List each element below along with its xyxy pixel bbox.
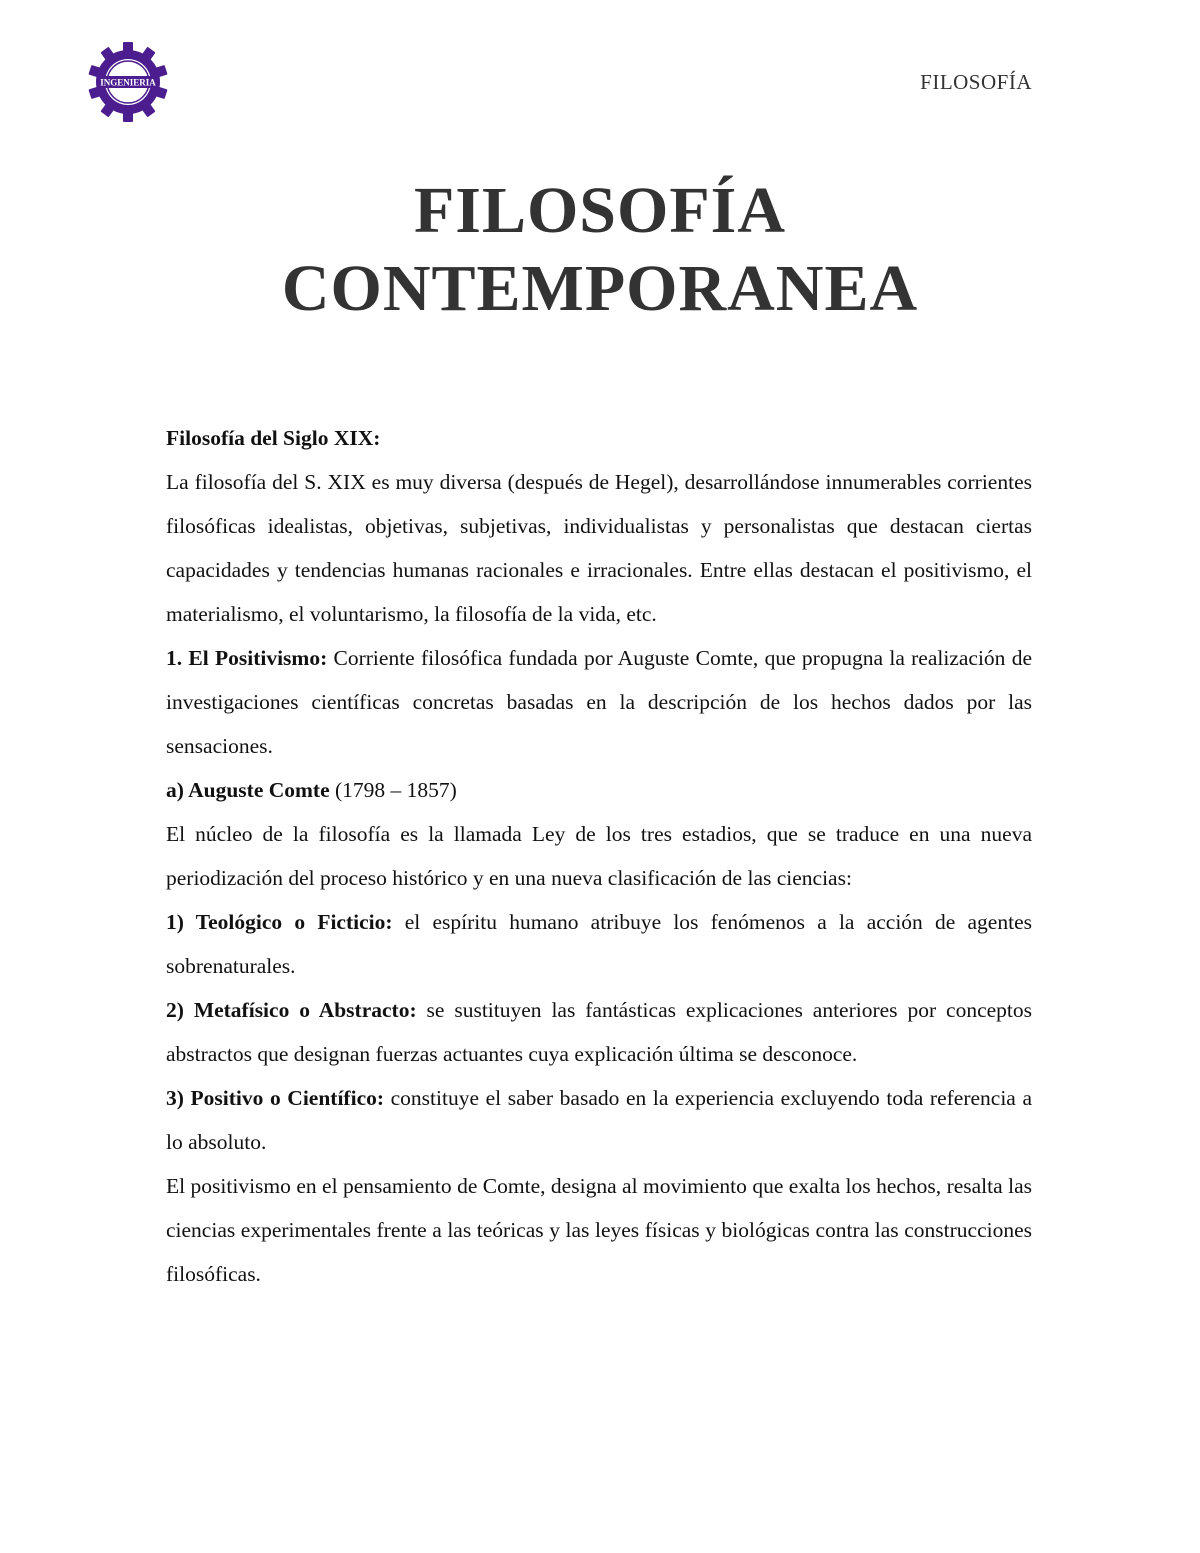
title-line-2: CONTEMPORANEA xyxy=(281,252,919,325)
stage-2-paragraph: 2) Metafísico o Abstracto: se sustituyen las fantásticas explicaciones anteriores por conceptos abstractos que designan fuerzas actuantes cuya explicación última se desconoce. xyxy=(166,998,1032,1066)
page-title xyxy=(0,172,1200,328)
logo-text: INGENIERIA xyxy=(100,77,156,88)
institution-logo xyxy=(88,42,168,122)
header-label: FILOSOFÍA xyxy=(920,70,1032,94)
stage-3-paragraph: 3) Positivo o Científico: constituye el saber basado en la experiencia excluyendo toda referencia a lo absoluto. xyxy=(166,1086,1032,1154)
title-line-1: FILOSOFÍA xyxy=(413,174,787,247)
positivism-label: 1. El Positivismo: xyxy=(166,646,328,670)
law-paragraph: El núcleo de la filosofía es la llamada Ley de los tres estadios, que se traduce en una nueva periodización del proceso histórico y en una nueva clasificación de las ciencias: xyxy=(166,822,1032,890)
section-heading: Filosofía del Siglo XIX: xyxy=(166,426,381,450)
positivism-paragraph: 1. El Positivismo: Corriente filosófica fundada por Auguste Comte, que propugna la realización de investigaciones científicas concretas basadas en la descripción de los hechos dados por las sensaciones. xyxy=(166,646,1032,758)
closing-paragraph: El positivismo en el pensamiento de Comte, designa al movimiento que exalta los hechos, resalta las ciencias experimentales frente a las teóricas y las leyes físicas y biológicas contra las construcciones filosóficas. xyxy=(166,1174,1032,1286)
document-body xyxy=(166,416,1032,1296)
intro-paragraph: La filosofía del S. XIX es muy diversa (después de Hegel), desarrollándose innumerables corrientes filosóficas idealistas, objetivas, subjetivas, individualistas y personalistas que destacan ciertas capacidades y tendencias humanas racionales e irracionales. Entre ellas destacan el positivismo, el materialismo, el voluntarismo, la filosofía de la vida, etc. xyxy=(166,470,1032,626)
comte-heading: a) Auguste Comte (1798 – 1857) xyxy=(166,778,457,802)
stage-1-paragraph: 1) Teológico o Ficticio: el espíritu humano atribuye los fenómenos a la acción de agentes sobrenaturales. xyxy=(166,910,1032,978)
